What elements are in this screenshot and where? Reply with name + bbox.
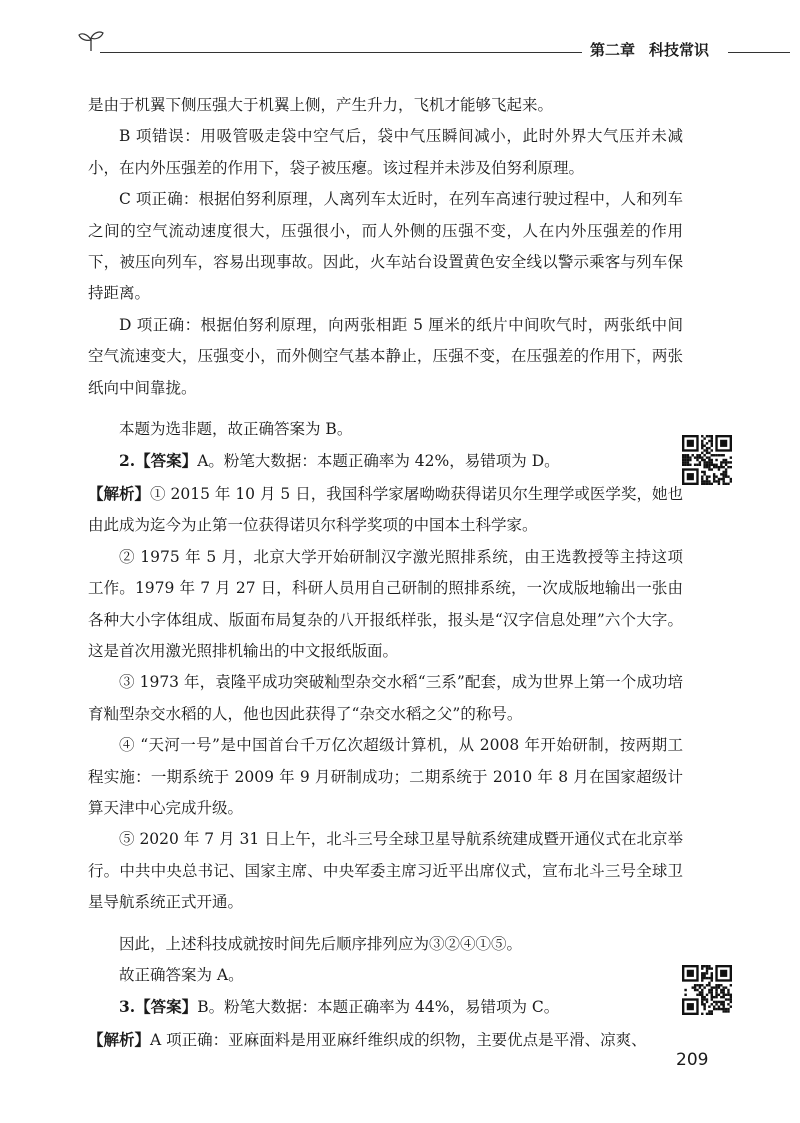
qr-code-icon <box>682 965 732 1015</box>
paragraph-text: D 项正确：根据伯努利原理，向两张相距 5 厘米的纸片中间吹气时，两张纸中间空气流速变大，压强变小，而外侧空气基本静止，压强不变，在压强差的作用下，两张纸向中间靠拢。 <box>88 315 683 397</box>
running-header <box>590 39 709 60</box>
answer-tag: 3.【答案】 <box>119 997 198 1017</box>
paragraph-text: 是由于机翼下侧压强大于机翼上侧，产生升力，飞机才能够飞起来。 <box>88 96 554 114</box>
paragraph-text: ① 2015 年 10 月 5 日，我国科学家屠呦呦获得诺贝尔生理学或医学奖，她也由此成为迄今为止第一位获得诺贝尔科学奖项的中国本土科学家。 <box>88 484 683 535</box>
header-rule-left <box>100 52 582 53</box>
paragraph-text: B。粉笔大数据：本题正确率为 44%，易错项为 C。 <box>197 998 560 1017</box>
paragraph <box>88 1024 683 1056</box>
chapter-label: 第二章 <box>590 41 636 59</box>
paragraph-text: 因此，上述科技成就按时间先后顺序排列应为③②④①⑤。 <box>119 934 523 953</box>
answer-tag: 2.【答案】 <box>119 451 198 471</box>
paragraph <box>88 991 683 1023</box>
page-number: 209 <box>676 1050 709 1070</box>
paragraph-text: ② 1975 年 5 月，北京大学开始研制汉字激光照排系统，由王选教授等主持这项工作。1979 年 7 月 27 日，科研人员用自己研制的照排系统，一次成版地输出一张由各种大小字体组成、版面布局复杂的八开报纸样张，报头是“汉字信息处理”六个大字。这是首次用激光照排机输出的中文报纸版面。 <box>88 547 683 660</box>
paragraph <box>88 730 683 824</box>
qr-code-icon <box>682 435 732 485</box>
header-rule-right <box>728 52 790 53</box>
paragraph-text: 本题为选非题，故正确答案为 B。 <box>119 420 353 439</box>
page-body <box>88 90 683 1056</box>
paragraph <box>88 478 683 542</box>
paragraph <box>88 445 683 477</box>
paragraph <box>88 542 683 668</box>
paragraph <box>88 929 683 960</box>
leaf-sprout-icon <box>78 30 104 52</box>
paragraph <box>88 90 683 121</box>
paragraph-text: ④ “天河一号”是中国首台千万亿次超级计算机，从 2008 年开始研制，按两期工程实施：一期系统于 2009 年 9 月研制成功；二期系统于 2010 年 8 月在国家超级计算天津中心完成升级。 <box>88 736 683 817</box>
paragraph-text: 故正确答案为 A。 <box>119 965 244 984</box>
paragraph-text: ⑤ 2020 年 7 月 31 日上午，北斗三号全球卫星导航系统建成暨开通仪式在北京举行。中共中央总书记、国家主席、中央军委主席习近平出席仪式，宣布北斗三号全球卫星导航系统正式开通。 <box>88 830 683 912</box>
answer-tag: 【解析】 <box>88 483 151 503</box>
paragraph <box>88 121 683 184</box>
paragraph-text: B 项错误：用吸管吸走袋中空气后，袋中气压瞬间减小，此时外界大气压并未减小，在内外压强差的作用下，袋子被压瘪。该过程并未涉及伯努利原理。 <box>88 127 683 177</box>
paragraph <box>88 414 683 445</box>
paragraph <box>88 960 683 991</box>
paragraph-text: ③ 1973 年，袁隆平成功突破籼型杂交水稻“三系”配套，成为世界上第一个成功培育籼型杂交水稻的人，他也因此获得了“杂交水稻之父”的称号。 <box>88 673 683 723</box>
paragraph <box>88 667 683 730</box>
paragraph-text: C 项正确：根据伯努利原理，人离列车太近时，在列车高速行驶过程中，人和列车之间的空气流动速度很大，压强很小，而人外侧的压强不变，人在内外压强差的作用下，被压向列车，容易出现事故。因此，火车站台设置黄色安全线以警示乘客与列车保持距离。 <box>88 190 683 303</box>
paragraph <box>88 824 683 918</box>
paragraph-text: A。粉笔大数据：本题正确率为 42%，易错项为 D。 <box>197 452 560 471</box>
answer-tag: 【解析】 <box>88 1029 151 1049</box>
paragraph <box>88 310 683 404</box>
paragraph <box>88 184 683 310</box>
section-label: 科技常识 <box>649 41 710 59</box>
paragraph-text: A 项正确：亚麻面料是用亚麻纤维织成的织物，主要优点是平滑、凉爽、 <box>150 1030 647 1049</box>
